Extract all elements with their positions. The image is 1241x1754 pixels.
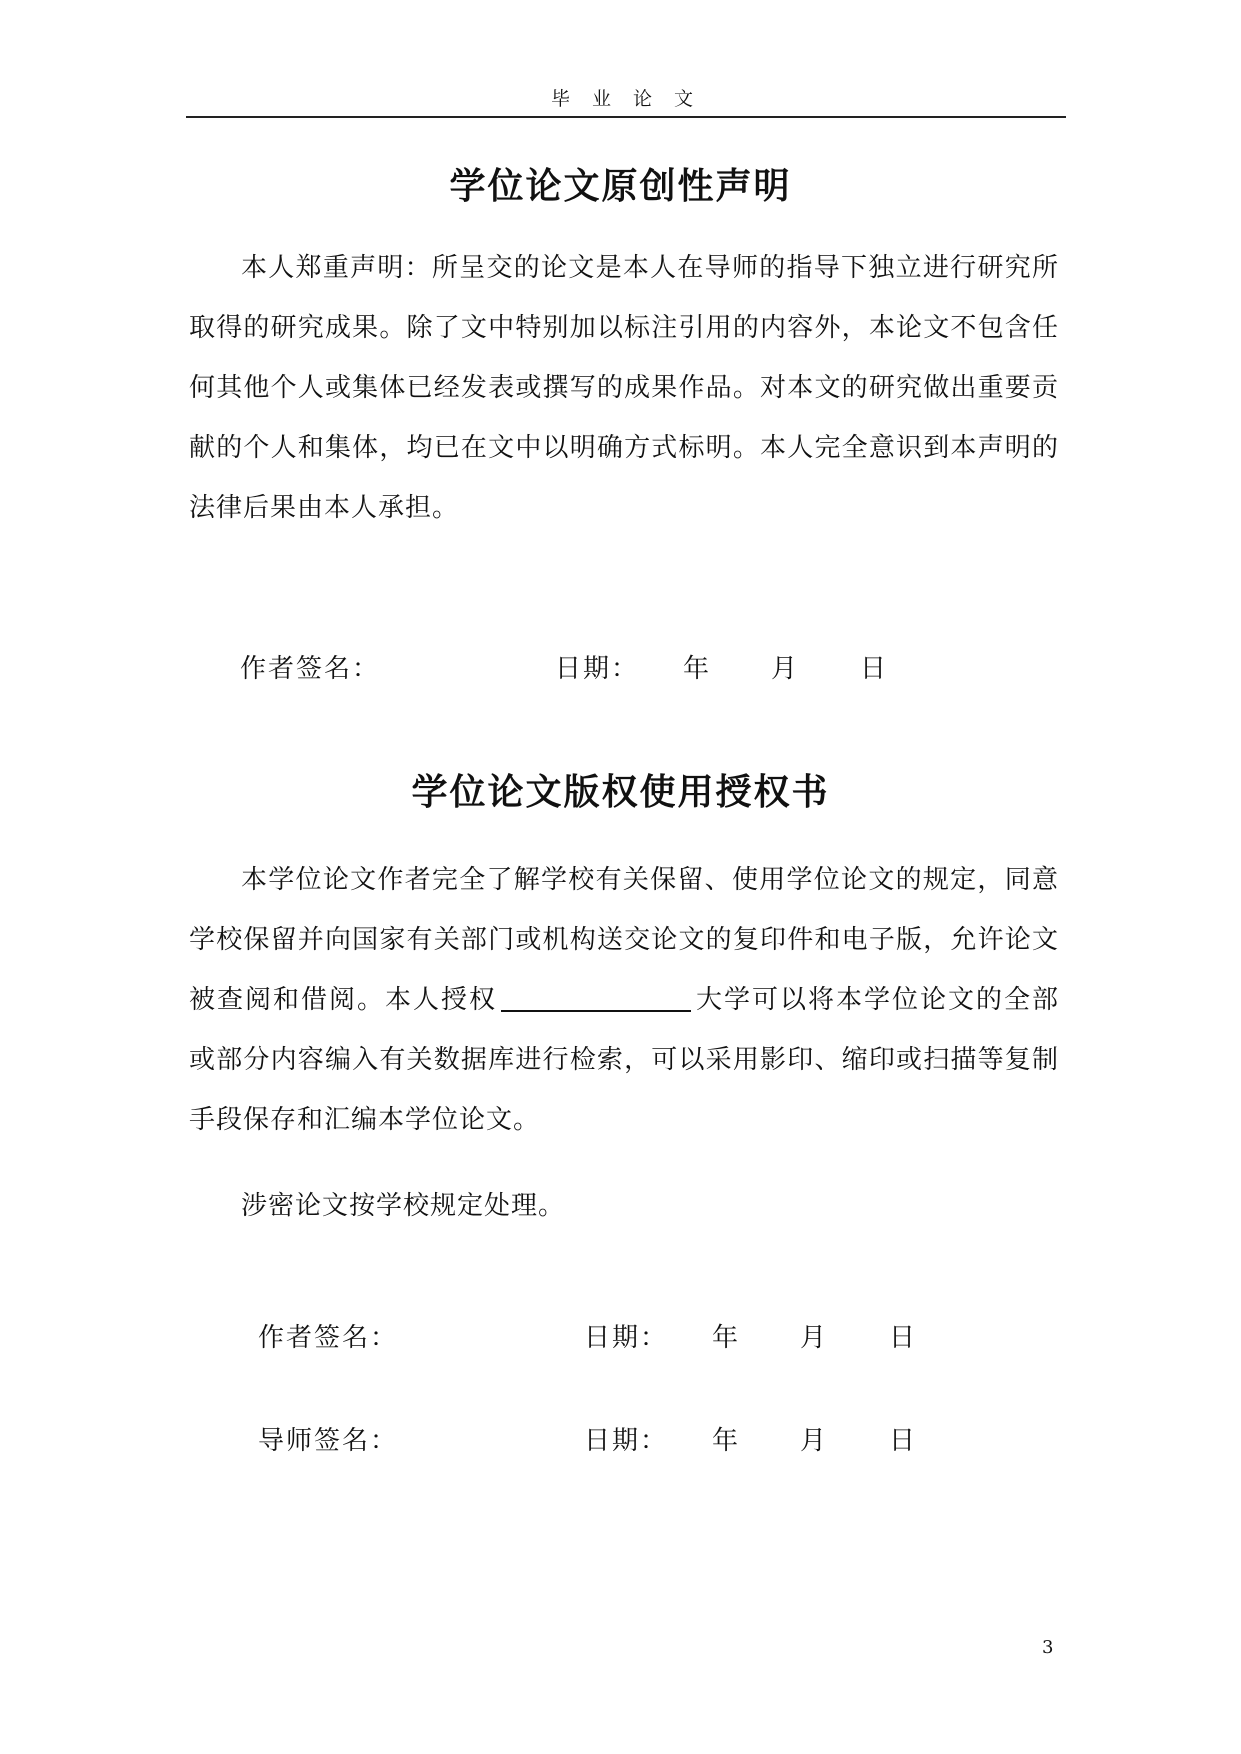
declaration-body: 本人郑重声明：所呈交的论文是本人在导师的指导下独立进行研究所取得的研究成果。除了文中特别加以标注引用的内容外，本论文不包含任何其他个人或集体已经发表或撰写的成果作品。对本文的研究做出重要贡献的个人和集体，均已在文中以明确方式标明。本人完全意识到本声明的法律后果由本人承担。 bbox=[189, 253, 1059, 523]
university-name-blank[interactable] bbox=[501, 986, 691, 1012]
authorization-author-month: 月 bbox=[800, 1323, 829, 1353]
authorization-author-day: 日 bbox=[889, 1323, 918, 1353]
secret-note: 涉密论文按学校规定处理。 bbox=[241, 1191, 566, 1221]
header-text: 毕 业 论 文 bbox=[550, 88, 702, 110]
advisor-sign: 导师签名： bbox=[258, 1426, 399, 1456]
declaration-date-label: 日期： bbox=[555, 654, 640, 684]
advisor-year: 年 bbox=[712, 1426, 741, 1456]
declaration-day: 日 bbox=[860, 654, 889, 684]
authorization-body bbox=[189, 850, 1059, 1150]
authorization-author-date-label: 日期： bbox=[584, 1323, 669, 1353]
declaration-month: 月 bbox=[771, 654, 800, 684]
authorization-author-sign: 作者签名： bbox=[258, 1323, 399, 1353]
page-number: 3 bbox=[1042, 1637, 1054, 1658]
authorization-title: 学位论文版权使用授权书 bbox=[411, 771, 830, 813]
authorization-body-part1: 本学位论文作者完全了解学校有关保留、使用学位论文的规定，同意学校保留并向国家有关部门或机构送交论文的复印件和电子版，允许论文被查阅和借阅。本人授权 bbox=[189, 865, 1059, 1015]
declaration-author-sign: 作者签名： bbox=[240, 654, 381, 684]
advisor-month: 月 bbox=[800, 1426, 829, 1456]
page-header bbox=[186, 84, 1066, 118]
authorization-author-year: 年 bbox=[712, 1323, 741, 1353]
declaration-title: 学位论文原创性声明 bbox=[449, 165, 792, 207]
advisor-date-label: 日期： bbox=[584, 1426, 669, 1456]
declaration-year: 年 bbox=[683, 654, 712, 684]
authorization-body-part2: 大学可以将本学位论文的全部或部分内容编入有关数据库进行检索，可以采用影印、缩印或扫描等复制手段保存和汇编本学位论文。 bbox=[189, 985, 1059, 1135]
advisor-day: 日 bbox=[889, 1426, 918, 1456]
